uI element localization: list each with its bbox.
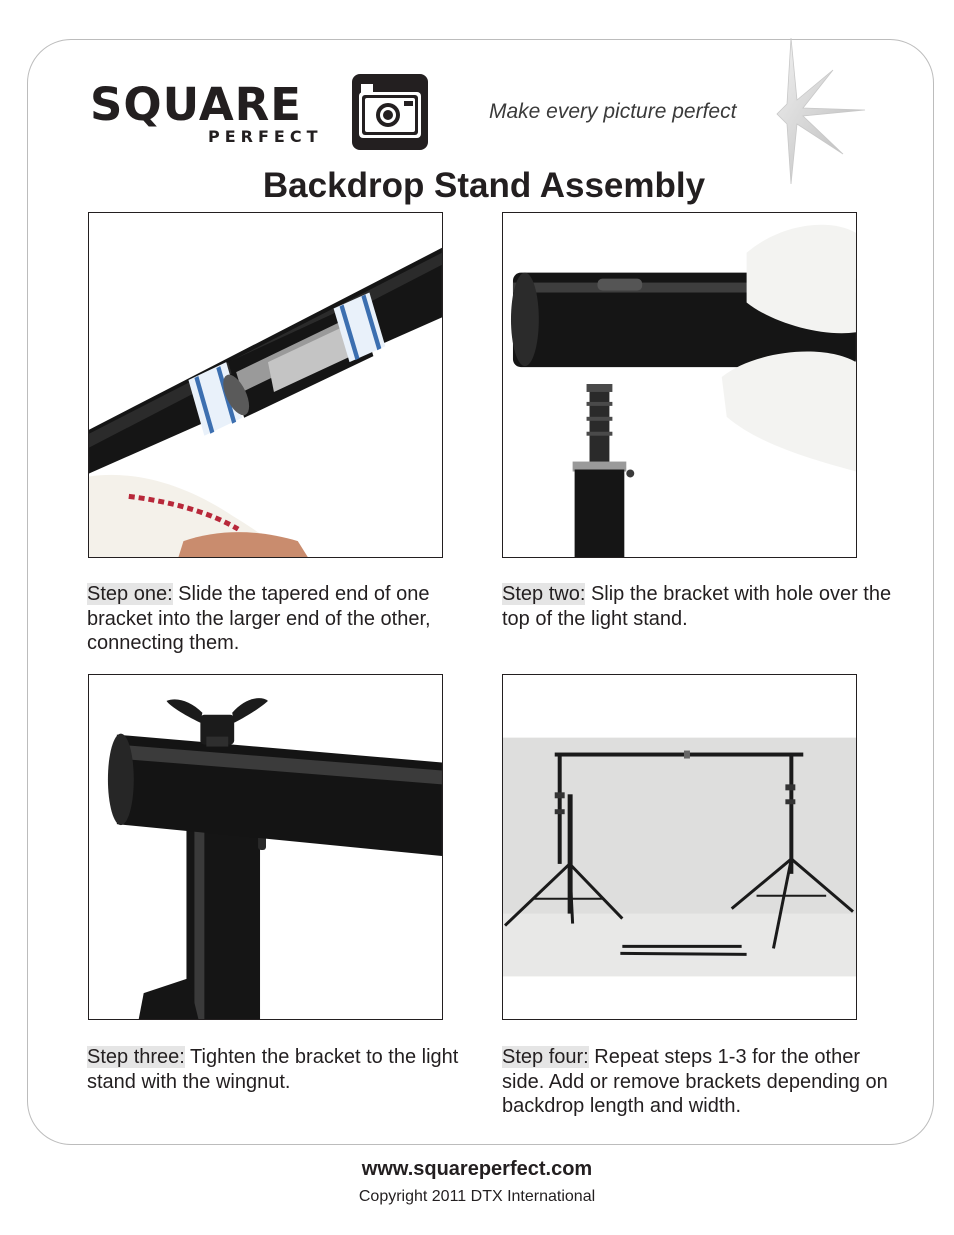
step-four-caption: [502, 1045, 902, 1119]
step-two-caption: [502, 582, 902, 631]
logo-subtext: PERFECT: [208, 127, 323, 146]
step-one-label: Step one:: [87, 583, 173, 605]
tagline: Make every picture perfect: [489, 100, 737, 123]
step-four-label: Step four:: [502, 1046, 589, 1068]
step-two-label: Step two:: [502, 583, 586, 605]
step-four-photo: [502, 674, 857, 1020]
camera-icon: [352, 74, 428, 150]
website-link[interactable]: www.squareperfect.com: [361, 1158, 593, 1180]
logo-wordmark: SQUARE: [90, 78, 303, 131]
step-two-text: Slip the bracket with hole over the top of the light stand.: [502, 583, 892, 630]
step-one-text: Slide the tapered end of one bracket into the larger end of the other, connecting them.: [87, 583, 431, 654]
copyright-notice: Copyright 2011 DTX International: [358, 1188, 596, 1205]
bracket-over-stand-illustration: [503, 213, 856, 557]
step-one-caption: [87, 582, 487, 656]
bracket-connection-illustration: [89, 213, 442, 557]
step-one-photo: [88, 212, 443, 558]
wingnut-illustration: [89, 675, 442, 1019]
square-perfect-logo: [90, 74, 430, 152]
page-title: Backdrop Stand Assembly: [262, 166, 706, 205]
step-three-label: Step three:: [87, 1046, 185, 1068]
step-three-caption: [87, 1045, 487, 1094]
step-three-photo: [88, 674, 443, 1020]
sparkle-star-icon: [775, 38, 867, 184]
step-three-text: Tighten the bracket to the light stand with the wingnut.: [87, 1046, 459, 1093]
step-two-photo: [502, 212, 857, 558]
assembled-stand-illustration: [503, 675, 856, 1019]
step-four-text: Repeat steps 1-3 for the other side. Add or remove brackets depending on backdrop length and width.: [502, 1046, 888, 1117]
